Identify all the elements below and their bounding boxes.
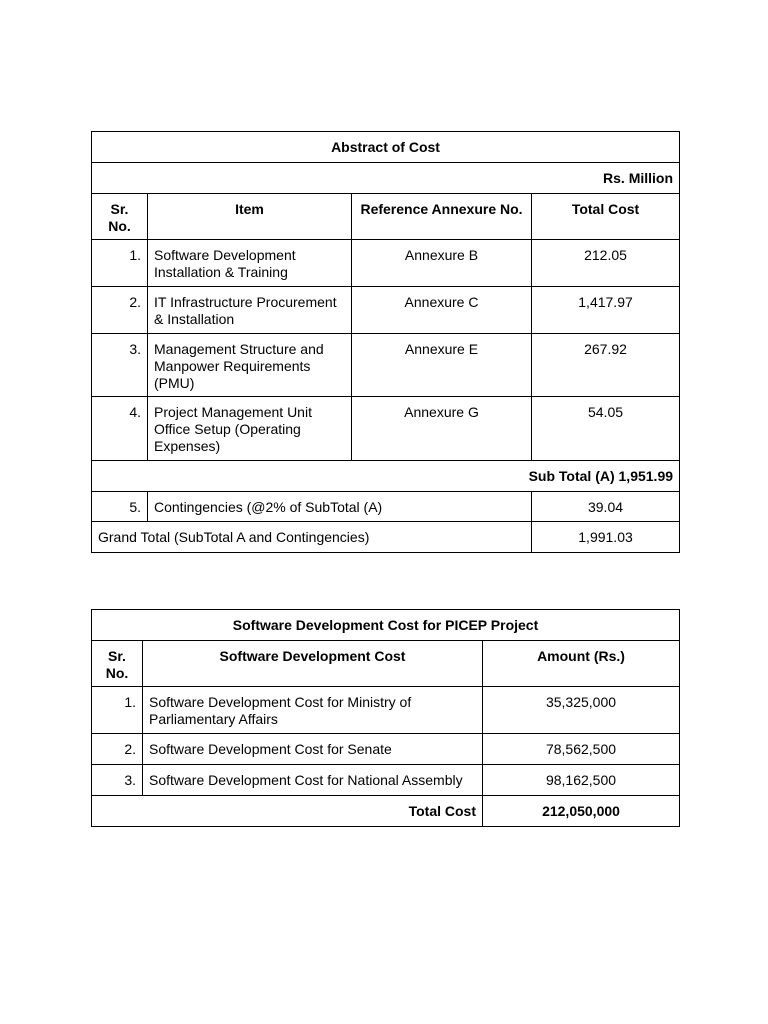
row-sr: 4. — [92, 397, 148, 461]
row-total: 267.92 — [532, 334, 680, 397]
row-item: Project Management Unit Office Setup (Operating Expenses) — [148, 397, 352, 461]
row-sr: 1. — [92, 240, 148, 287]
row-sr: 3. — [92, 765, 143, 796]
row-item: Software Development Cost for Senate — [143, 734, 483, 765]
row-item: IT Infrastructure Procurement & Installation — [148, 287, 352, 334]
row-amount: 35,325,000 — [483, 687, 680, 734]
header-item: Item — [148, 194, 352, 240]
table-row — [92, 287, 680, 334]
row-total: 1,417.97 — [532, 287, 680, 334]
header-total-cost: Total Cost — [532, 194, 680, 240]
table-row — [92, 240, 680, 287]
contingency-item: Contingencies (@2% of SubTotal (A) — [148, 492, 532, 522]
unit-label: Rs. Million — [92, 163, 680, 194]
row-sr: 1. — [92, 687, 143, 734]
grand-total-value: 1,991.03 — [532, 522, 680, 553]
row-amount: 78,562,500 — [483, 734, 680, 765]
row-sr: 2. — [92, 734, 143, 765]
row-sr: 2. — [92, 287, 148, 334]
row-sr: 3. — [92, 334, 148, 397]
row-total: 212.05 — [532, 240, 680, 287]
row-total: 54.05 — [532, 397, 680, 461]
abstract-of-cost-table — [91, 131, 680, 553]
subtotal: Sub Total (A) 1,951.99 — [92, 461, 680, 492]
row-reference: Annexure B — [352, 240, 532, 287]
contingency-total: 39.04 — [532, 492, 680, 522]
header-software-cost: Software Development Cost — [143, 641, 483, 687]
table-title: Software Development Cost for PICEP Project — [92, 610, 680, 641]
contingency-sr: 5. — [92, 492, 148, 522]
table-row — [92, 687, 680, 734]
header-amount: Amount (Rs.) — [483, 641, 680, 687]
table-row — [92, 492, 680, 522]
table-row — [92, 334, 680, 397]
row-item: Software Development Installation & Training — [148, 240, 352, 287]
table-title: Abstract of Cost — [92, 132, 680, 163]
table-row — [92, 734, 680, 765]
grand-total-label: Grand Total (SubTotal A and Contingencies) — [92, 522, 532, 553]
total-cost-value: 212,050,000 — [483, 796, 680, 827]
row-reference: Annexure G — [352, 397, 532, 461]
header-sr-no: Sr. No. — [92, 194, 148, 240]
table-row — [92, 765, 680, 796]
header-reference: Reference Annexure No. — [352, 194, 532, 240]
header-sr-no: Sr. No. — [92, 641, 143, 687]
row-item: Software Development Cost for Ministry of Parliamentary Affairs — [143, 687, 483, 734]
table-row — [92, 397, 680, 461]
software-development-cost-table — [91, 609, 680, 827]
row-amount: 98,162,500 — [483, 765, 680, 796]
row-reference: Annexure E — [352, 334, 532, 397]
row-item: Management Structure and Manpower Requirements (PMU) — [148, 334, 352, 397]
total-cost-label: Total Cost — [92, 796, 483, 827]
row-reference: Annexure C — [352, 287, 532, 334]
row-item: Software Development Cost for National Assembly — [143, 765, 483, 796]
